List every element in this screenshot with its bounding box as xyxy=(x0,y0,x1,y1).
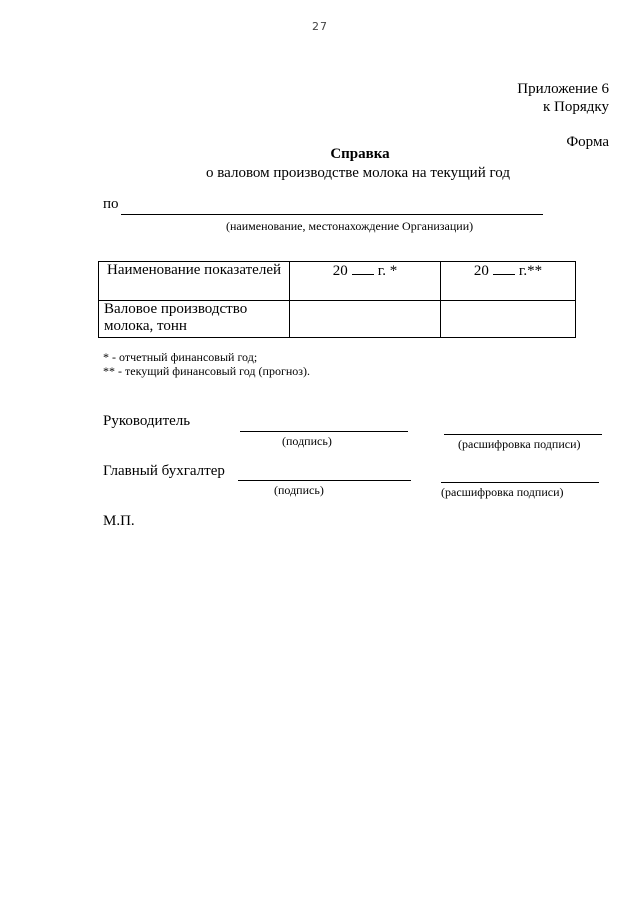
form-label: Форма xyxy=(566,134,609,150)
document-subtitle: о валовом производстве молока на текущий год xyxy=(206,165,510,181)
footnotes xyxy=(103,350,310,378)
header-year-prefix-2: 20 xyxy=(473,263,489,279)
signature-caption-director: (подпись) xyxy=(282,434,332,448)
signature-decode-caption-director: (расшифровка подписи) xyxy=(458,437,581,451)
appendix-reference xyxy=(517,80,609,116)
signature-line-accountant[interactable] xyxy=(238,480,411,481)
signature-decode-line-accountant[interactable] xyxy=(441,482,599,483)
table-header-row xyxy=(99,262,576,301)
appendix-line-2: к Порядку xyxy=(543,99,609,115)
signature-role-accountant: Главный бухгалтер xyxy=(103,463,225,479)
header-reporting-year xyxy=(290,262,441,301)
signature-decode-caption-accountant: (расшифровка подписи) xyxy=(441,485,564,499)
signature-line-director[interactable] xyxy=(240,431,408,432)
document-title: Справка xyxy=(330,146,390,162)
cell-current-value[interactable] xyxy=(441,301,576,338)
table-row xyxy=(99,301,576,338)
appendix-line-1: Приложение 6 xyxy=(517,81,609,97)
header-current-year xyxy=(441,262,576,301)
year-blank-1[interactable] xyxy=(352,262,374,275)
signature-decode-line-director[interactable] xyxy=(444,434,602,435)
footnote-1: * - отчетный финансовый год; xyxy=(103,350,258,364)
header-year-prefix-1: 20 xyxy=(332,263,348,279)
header-indicator-name: Наименование показателей xyxy=(99,262,290,301)
organization-caption: (наименование, местонахождение Организации) xyxy=(226,219,474,233)
signature-role-director: Руководитель xyxy=(103,413,191,429)
organization-input-line[interactable] xyxy=(121,214,543,215)
cell-reporting-value[interactable] xyxy=(290,301,441,338)
year-blank-2[interactable] xyxy=(493,262,515,275)
production-table xyxy=(98,261,576,338)
footnote-2: ** - текущий финансовый год (прогноз). xyxy=(103,364,311,378)
organization-prefix: по xyxy=(103,196,119,212)
header-year-suffix-2: г.** xyxy=(518,263,543,279)
header-year-suffix-1: г. * xyxy=(377,263,398,279)
signature-caption-accountant: (подпись) xyxy=(274,483,324,497)
page-number: 27 xyxy=(312,20,328,33)
row-label-milk-production: Валовое производство молока, тонн xyxy=(99,301,290,338)
stamp-placeholder: М.П. xyxy=(103,513,135,529)
